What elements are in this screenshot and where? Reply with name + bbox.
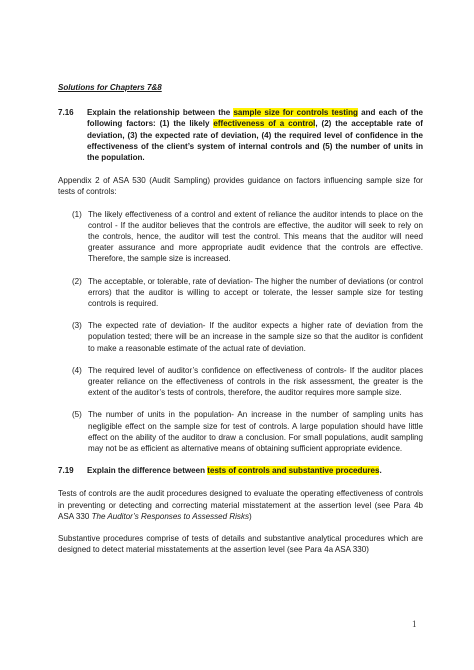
question-text-part: . [379, 466, 382, 476]
list-item-text: The required level of auditor’s confidence on effectiveness of controls- If the auditor places greater reliance on the effectiveness of controls in the risk assessment, the greater is the extent of the auditor’s tests of controls, therefore, the auditor requires more sample size. [88, 365, 423, 398]
question-text-part: , (2) the acceptable rate of deviation, (3) the expected rate of deviation, (4) the required level of confidence in the effectiveness of the client’s system of internal controls and (5) the number of units in the population. [87, 119, 423, 163]
question-text-part: and each of the following factors: (1) the likely [87, 108, 423, 129]
question-number: 7.19 [58, 466, 74, 476]
question-text [87, 465, 423, 476]
list-item-text: The likely effectiveness of a control and extent of reliance the auditor intends to place on the control - If the auditor believes that the controls are effective, the auditor will seek to rely on the controls, hence, the auditor will test the control. This means that the auditor will need greater assurance and more appropriate audit evidence that the controls are effective. Therefore, the sample size is increased. [88, 209, 423, 264]
list-item-text: The acceptable, or tolerable, rate of deviation- The higher the number of deviations (or control errors) that the auditor is willing to accept or tolerate, the lesser sample size for testing controls is required. [88, 276, 423, 309]
question-text-part: Explain the relationship between the [87, 108, 234, 118]
highlighted-phrase: effectiveness of a control [213, 119, 316, 129]
list-marker: (5) [72, 410, 82, 420]
intro-paragraph: Appendix 2 of ASA 530 (Audit Sampling) provides guidance on factors influencing sample size for tests of controls: [58, 176, 423, 197]
list-item [58, 409, 423, 454]
question-7-16 [58, 107, 423, 163]
question-number: 7.16 [58, 108, 74, 118]
list-marker: (2) [72, 276, 82, 286]
factor-list [58, 209, 423, 455]
question-7-19 [58, 465, 423, 476]
list-marker: (3) [72, 321, 82, 331]
list-item-text: The number of units in the population- An increase in the number of sampling units has negligible effect on the sample size for test of controls. A large population should have little effect on the ability of the auditor to draw a conclusion. For small populations, audit sampling may not be as efficient as alternative means of obtaining sufficient appropriate evidence. [88, 410, 423, 454]
list-item [58, 209, 423, 265]
highlighted-phrase: sample size for controls testing [233, 108, 358, 118]
paragraph-text: Tests of controls are the audit procedures designed to evaluate the operating effectiveness of controls in preventing or detecting and correcting material misstatement at the assertion level (see Para 4b ASA 330 [58, 489, 423, 521]
question-text-part: Explain the difference between [87, 466, 208, 476]
document-body [58, 82, 423, 567]
page-number: 1 [412, 619, 417, 629]
paragraph-text: ) [249, 511, 252, 521]
list-item [58, 276, 423, 310]
question-text [87, 107, 423, 163]
list-marker: (4) [72, 365, 82, 375]
list-marker: (1) [72, 209, 82, 219]
list-item [58, 320, 423, 354]
highlighted-phrase: tests of controls and substantive procedures [207, 466, 380, 476]
standard-title: The Auditor’s Responses to Assessed Risks [91, 511, 249, 521]
tests-of-controls-paragraph [58, 488, 423, 522]
document-heading: Solutions for Chapters 7&8 [58, 83, 162, 92]
substantive-procedures-paragraph: Substantive procedures comprise of tests of details and substantive analytical procedures which are designed to detect material misstatements at the assertion level (see Para 4a ASA 330) [58, 534, 423, 555]
list-item-text: The expected rate of deviation- If the auditor expects a higher rate of deviation from the population tested; there will be an increase in the sample size so that the auditor is confident to make a reasonable estimate of the actual rate of deviation. [88, 321, 423, 353]
list-item [58, 365, 423, 399]
